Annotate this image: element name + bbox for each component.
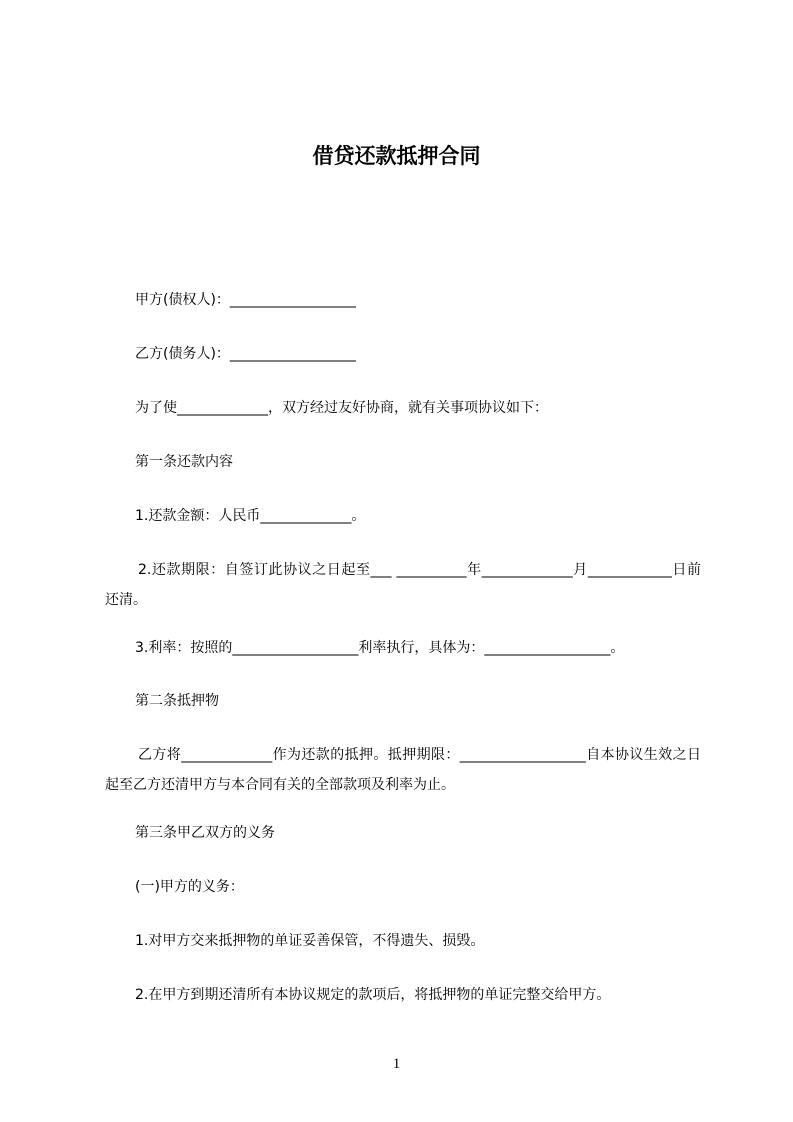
article-3-heading: 第三条甲乙双方的义务 [135, 825, 275, 841]
article-2-heading: 第二条抵押物 [135, 693, 219, 709]
preamble-paragraph: 为了使_____________，双方经过友好协商，就有关事项协议如下： [135, 400, 548, 416]
document-title: 借贷还款抵押合同 [312, 144, 481, 168]
page-number: 1 [392, 1056, 401, 1072]
interest-rate-clause: 3.利率：按照的__________________利率执行，具体为：__________________。 [135, 640, 625, 656]
obligation-item-2: 2.在甲方到期还清所有本协议规定的款项后，将抵押物的单证完整交给甲方。 [135, 987, 611, 1003]
repayment-term-clause: 2.还款期限：自签订此协议之日起至___ __________年_____________月____________日前还清。 [105, 562, 701, 608]
repayment-amount-clause: 1.还款金额：人民币_____________。 [135, 508, 366, 524]
party-b-line: 乙方(债务人)：__________________ [135, 346, 356, 362]
party-a-line: 甲方(债权人)：__________________ [135, 292, 356, 308]
obligation-item-1: 1.对甲方交来抵押物的单证妥善保管，不得遗失、损毁。 [135, 933, 485, 949]
article-1-heading: 第一条还款内容 [135, 454, 233, 470]
collateral-clause: 乙方将_____________作为还款的抵押。抵押期限：__________________自本协议生效之日起至乙方还清甲方与本合同有关的全部款项及利率为止。 [105, 747, 701, 793]
party-a-obligations-heading: (一)甲方的义务： [135, 879, 244, 895]
